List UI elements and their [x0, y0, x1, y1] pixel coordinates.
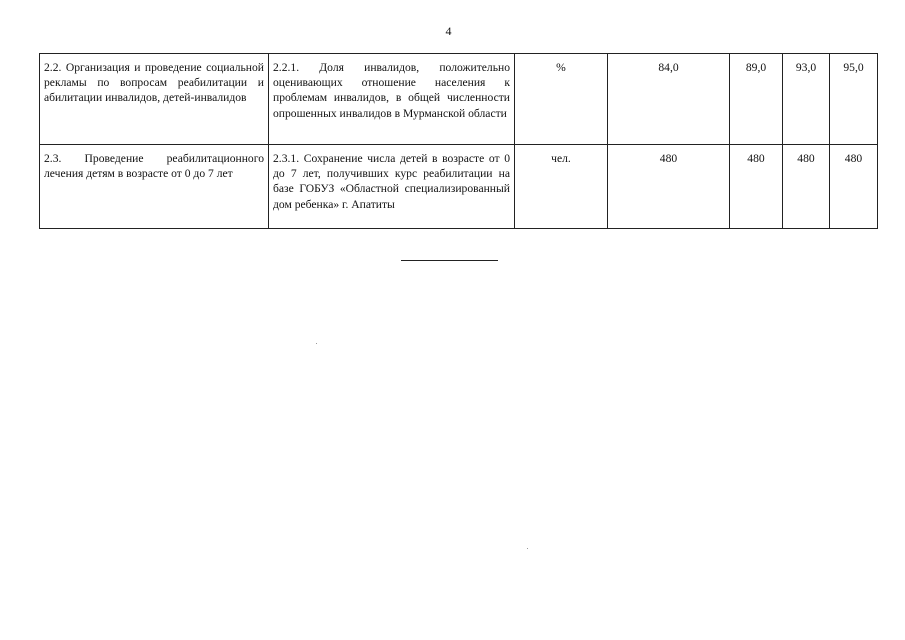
- value-cell: 480: [608, 145, 730, 229]
- page-number: 4: [445, 24, 452, 38]
- task-cell: 2.2. Организация и проведение социальной рекламы по вопросам реабилитации и абилитации инвалидов, детей-инвалидов: [40, 54, 269, 145]
- scan-speck: [316, 343, 317, 344]
- value-cell: 95,0: [830, 54, 878, 145]
- value-cell: 89,0: [730, 54, 783, 145]
- end-of-section-rule: [401, 260, 498, 261]
- value-cell: 480: [730, 145, 783, 229]
- table-row: [40, 145, 878, 229]
- indicator-cell: 2.3.1. Сохранение числа детей в возрасте от 0 до 7 лет, получивших курс реабилитации на базе ГОБУЗ «Областной специализированный дом ребенка» г. Апатиты: [269, 145, 515, 229]
- scan-speck: [527, 548, 528, 549]
- unit-cell: %: [515, 54, 608, 145]
- unit-cell: чел.: [515, 145, 608, 229]
- indicator-cell: 2.2.1. Доля инвалидов, положительно оценивающих отношение населения к проблемам инвалидов, в общей численности опрошенных инвалидов в Мурманской области: [269, 54, 515, 145]
- task-cell: 2.3. Проведение реабилитационного лечения детям в возрасте от 0 до 7 лет: [40, 145, 269, 229]
- value-cell: 84,0: [608, 54, 730, 145]
- value-cell: 93,0: [783, 54, 830, 145]
- value-cell: 480: [783, 145, 830, 229]
- indicators-table: [39, 53, 878, 229]
- table-row: [40, 54, 878, 145]
- value-cell: 480: [830, 145, 878, 229]
